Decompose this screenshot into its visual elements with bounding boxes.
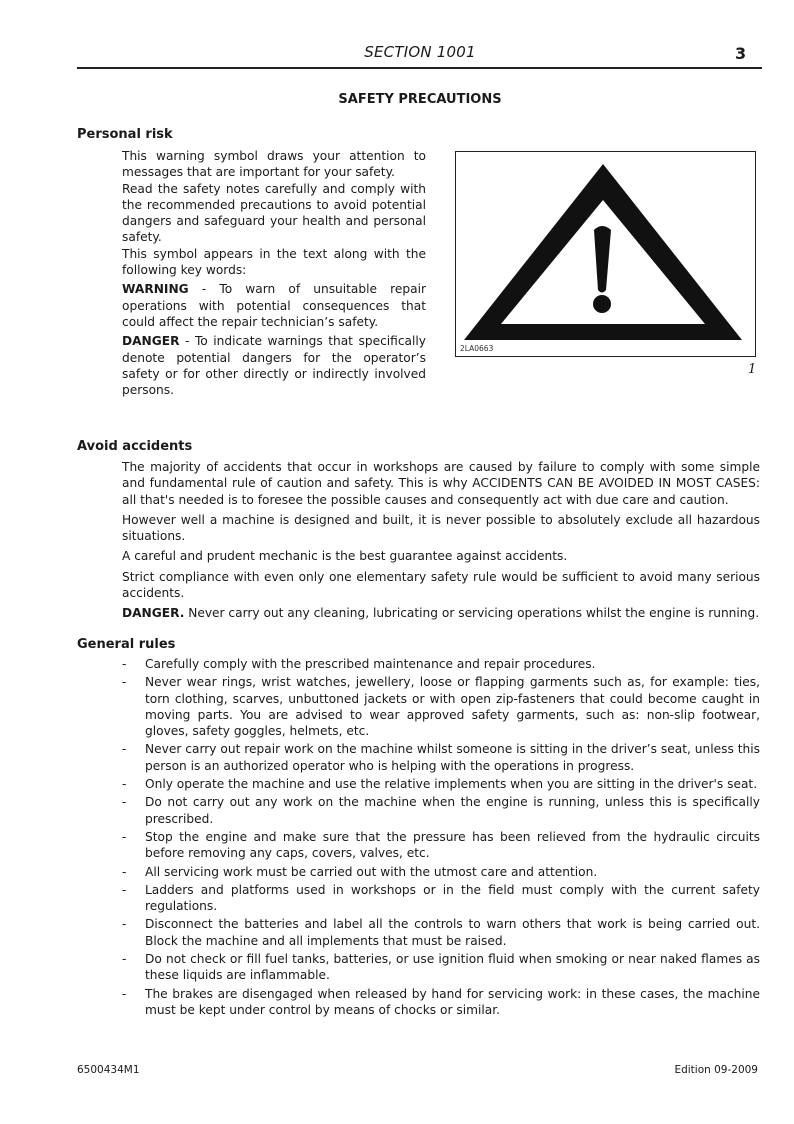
warning-text: - To warn of unsuitable repair operations with potential consequences that could affect the repair technician’s safety. bbox=[122, 282, 426, 329]
avoid-para-3: A careful and prudent mechanic is the best guarantee against accidents. bbox=[122, 549, 568, 564]
list-item-text: Do not check or fill fuel tanks, batteries, or use ignition fluid when smoking or near naked flames as these liquids are inflammable. bbox=[145, 952, 760, 983]
edition-label: Edition 09-2009 bbox=[674, 1064, 758, 1076]
page-number: 3 bbox=[735, 44, 747, 63]
list-bullet: - bbox=[122, 657, 127, 671]
danger-note bbox=[122, 333, 426, 398]
danger-keyword: DANGER bbox=[122, 334, 180, 349]
list-item-text: Never carry out repair work on the machine whilst someone is sitting in the driver’s seat, unless this person is an authorized operator who is helping with the operations in progress. bbox=[145, 742, 760, 773]
avoid-accidents-text bbox=[122, 459, 760, 626]
list-item-text: Ladders and platforms used in workshops or in the field must comply with the current safety regulations. bbox=[145, 882, 760, 914]
list-item bbox=[122, 829, 760, 862]
page-title: SAFETY PRECAUTIONS bbox=[338, 92, 502, 107]
personal-risk-para-3: This symbol appears in the text along with the following key words: bbox=[122, 246, 426, 278]
list-item bbox=[122, 882, 760, 915]
list-item bbox=[122, 986, 760, 1019]
general-rules-heading: General rules bbox=[77, 637, 176, 652]
list-item bbox=[122, 794, 760, 827]
personal-risk-text bbox=[122, 148, 426, 398]
section-header: SECTION 1001 bbox=[364, 43, 476, 61]
warning-figure bbox=[455, 151, 756, 357]
list-item-text: Never wear rings, wrist watches, jewellery, loose or flapping garments such as, for example: ties, torn clothing, scarves, unbuttoned jackets or with open zip-fasteners that could become caught in moving parts. You are advised to wear approved safety garments, such as: non-slip footwear, gloves, safety goggles, helmets, etc. bbox=[145, 675, 760, 739]
list-bullet: - bbox=[122, 795, 127, 810]
list-bullet: - bbox=[122, 742, 127, 757]
avoid-danger-text: Never carry out any cleaning, lubricating or servicing operations whilst the engine is running. bbox=[184, 606, 760, 621]
list-item-text: Only operate the machine and use the relative implements when you are sitting in the driver's seat. bbox=[145, 777, 758, 792]
warning-keyword: WARNING bbox=[122, 282, 189, 297]
list-item-text: Carefully comply with the prescribed maintenance and repair procedures. bbox=[145, 657, 596, 671]
personal-risk-para-2: Read the safety notes carefully and comply with the recommended precautions to avoid potential dangers and safeguard your health and personal safety. bbox=[122, 181, 426, 245]
avoid-para-4: Strict compliance with even only one elementary safety rule would be sufficient to avoid many serious accidents. bbox=[122, 569, 760, 601]
header-divider bbox=[77, 67, 762, 69]
avoid-para-1: The majority of accidents that occur in workshops are caused by failure to comply with some simple and fundamental rule of caution and safety. This is why ACCIDENTS CAN BE AVOIDED IN MOST CASES: all that's needed is to foresee the possible causes and consequently act with due care and caution. bbox=[122, 460, 760, 507]
list-bullet: - bbox=[122, 864, 127, 879]
list-item bbox=[122, 674, 760, 739]
list-item bbox=[122, 916, 760, 949]
list-bullet: - bbox=[122, 917, 127, 932]
general-rules-list bbox=[122, 656, 760, 1020]
avoid-para-2: However well a machine is designed and built, it is never possible to absolutely exclude all hazardous situations. bbox=[122, 512, 760, 544]
list-item bbox=[122, 864, 760, 880]
personal-risk-para-1: This warning symbol draws your attention to messages that are important for your safety. bbox=[122, 149, 426, 180]
danger-text: - To indicate warnings that specifically denote potential dangers for the operator’s safety or for other directly or indirectly involved persons. bbox=[122, 334, 426, 398]
avoid-danger-note bbox=[122, 605, 760, 621]
avoid-danger-keyword: DANGER. bbox=[122, 606, 185, 621]
list-item bbox=[122, 741, 760, 774]
warning-triangle-icon bbox=[456, 152, 754, 355]
list-bullet: - bbox=[122, 986, 127, 1001]
list-item-text: Stop the engine and make sure that the pressure has been relieved from the hydraulic circuits before removing any caps, covers, valves, etc. bbox=[145, 829, 760, 861]
list-bullet: - bbox=[122, 675, 127, 690]
list-item bbox=[122, 776, 760, 792]
list-item-text: The brakes are disengaged when released by hand for servicing work: in these cases, the machine must be kept under control by means of chocks or similar. bbox=[145, 986, 760, 1017]
list-bullet: - bbox=[122, 882, 127, 897]
list-item-text: Disconnect the batteries and label all the controls to warn others that work is being carried out. Block the machine and all implements that must be raised. bbox=[145, 917, 760, 948]
figure-number: 1 bbox=[748, 362, 757, 377]
list-bullet: - bbox=[122, 829, 127, 844]
list-item-text: Do not carry out any work on the machine when the engine is running, unless this is specifically prescribed. bbox=[145, 795, 760, 826]
warning-note bbox=[122, 281, 426, 330]
list-item-text: All servicing work must be carried out with the utmost care and attention. bbox=[145, 864, 598, 879]
list-bullet: - bbox=[122, 952, 127, 967]
personal-risk-heading: Personal risk bbox=[77, 127, 173, 142]
avoid-accidents-heading: Avoid accidents bbox=[77, 439, 193, 454]
list-item bbox=[122, 951, 760, 984]
list-bullet: - bbox=[122, 777, 127, 792]
document-code: 6500434M1 bbox=[77, 1064, 140, 1076]
figure-code: 2LA0663 bbox=[460, 344, 494, 353]
list-item bbox=[122, 656, 760, 672]
